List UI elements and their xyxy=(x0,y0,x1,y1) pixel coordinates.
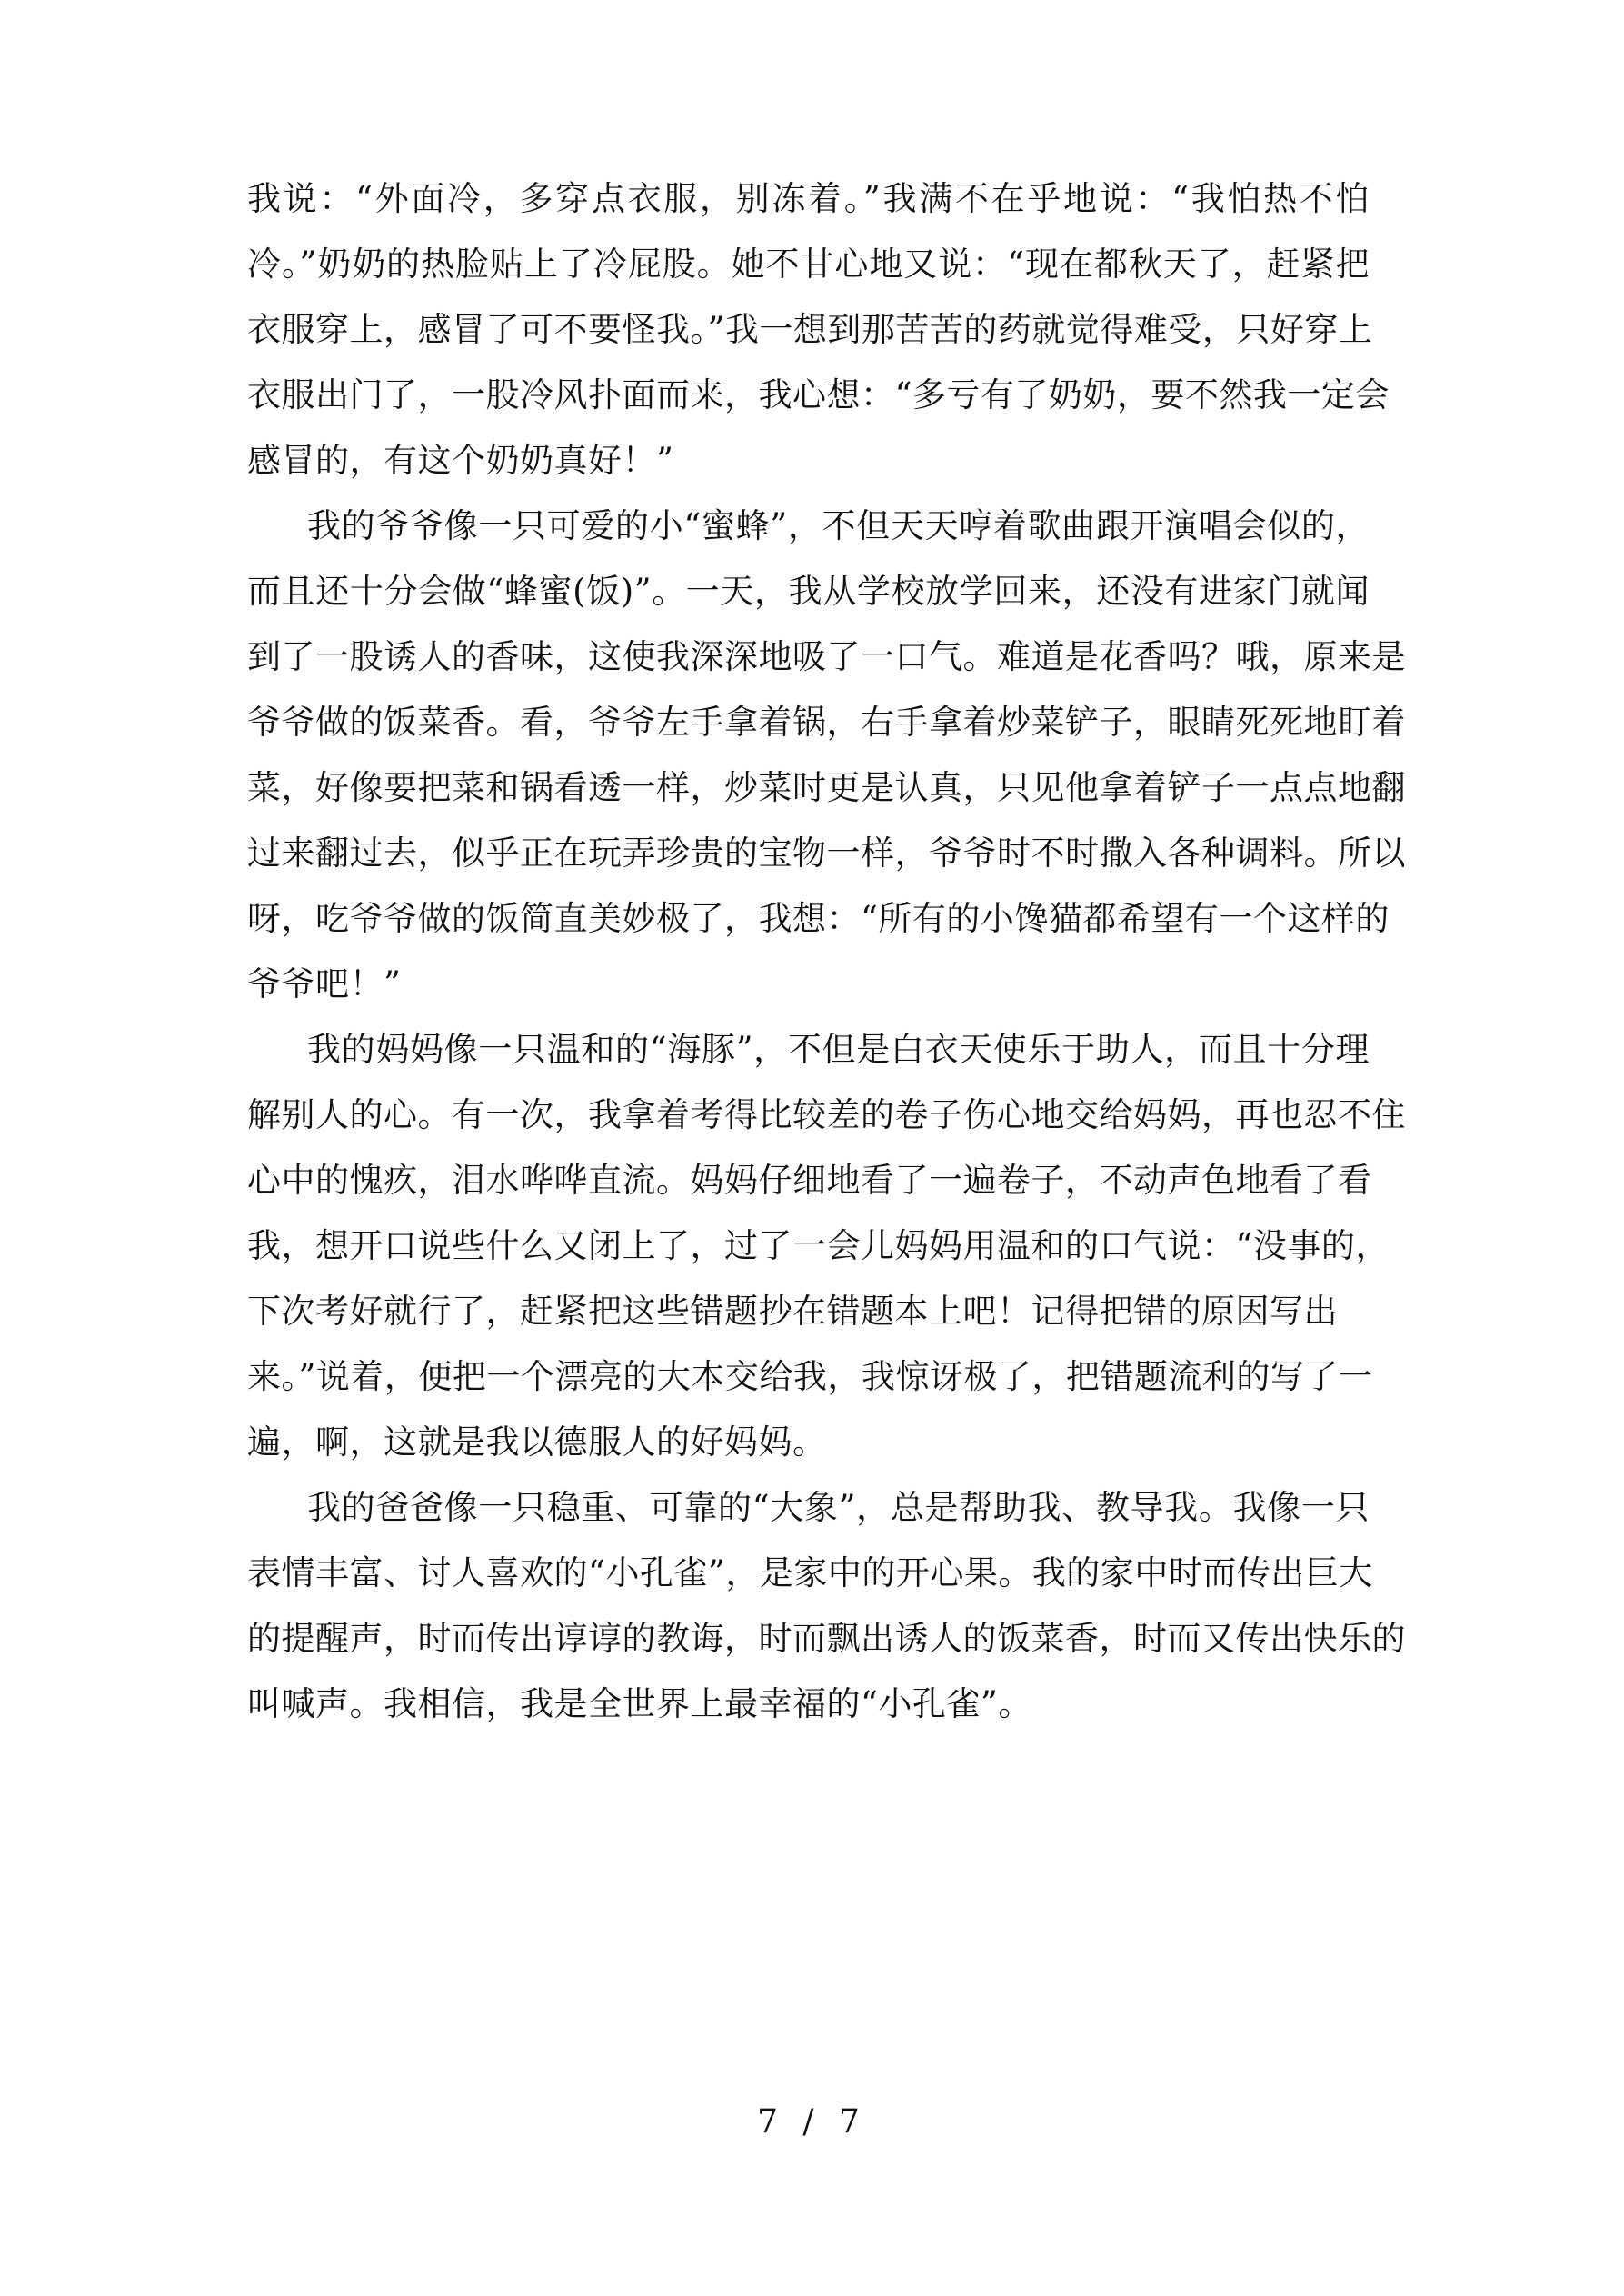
text-line: 我，想开口说些什么又闭上了，过了一会儿妈妈用温和的口气说：“没事的， xyxy=(247,1226,1390,1265)
text-line: 来。”说着，便把一个漂亮的大本交给我，我惊讶极了，把错题流利的写了一 xyxy=(247,1357,1373,1396)
document-body xyxy=(247,166,1406,1737)
text-line: 叫喊声。我相信，我是全世界上最幸福的“小孔雀”。 xyxy=(247,1684,1032,1723)
text-line: 遍，啊，这就是我以德服人的好妈妈。 xyxy=(247,1423,827,1462)
text-line: 我说：“外面冷，多穿点衣服，别冻着。”我满不在乎地说：“我怕热不怕 xyxy=(247,179,1370,218)
text-line: 爷爷吧！” xyxy=(247,964,402,1003)
text-line: 到了一股诱人的香味，这使我深深地吸了一口气。难道是花香吗？哦，原来是 xyxy=(247,637,1406,676)
text-line: 冷。”奶奶的热脸贴上了冷屁股。她不甘心地又说：“现在都秋天了，赶紧把 xyxy=(247,245,1370,284)
paragraph-first-line: 我的爸爸像一只稳重、可靠的“大象”，总是帮助我、教导我。我像一只 xyxy=(307,1488,1370,1527)
text-line: 下次考好就行了，赶紧把这些错题抄在错题本上吧！记得把错的原因写出 xyxy=(247,1292,1338,1331)
paragraph-first-line: 我的妈妈像一只温和的“海豚”，不但是白衣天使乐于助人，而且十分理 xyxy=(307,1030,1370,1069)
text-line: 衣服出门了，一股冷风扑面而来，我心想：“多亏有了奶奶，要不然我一定会 xyxy=(247,375,1390,414)
text-line: 的提醒声，时而传出谆谆的教诲，时而飘出诱人的饭菜香，时而又传出快乐的 xyxy=(247,1619,1406,1658)
text-line: 感冒的，有这个奶奶真好！” xyxy=(247,441,674,480)
text-line: 爷爷做的饭菜香。看，爷爷左手拿着锅，右手拿着炒菜铲子，眼睛死死地盯着 xyxy=(247,703,1406,742)
text-line: 表情丰富、讨人喜欢的“小孔雀”，是家中的开心果。我的家中时而传出巨大 xyxy=(247,1553,1373,1592)
text-line: 心中的愧疚，泪水哗哗直流。妈妈仔细地看了一遍卷子，不动声色地看了看 xyxy=(247,1161,1372,1200)
paragraph-first-line: 我的爷爷像一只可爱的小“蜜蜂”，不但天天哼着歌曲跟开演唱会似的， xyxy=(307,506,1370,545)
text-line: 而且还十分会做“蜂蜜(饭)”。一天，我从学校放学回来，还没有进家门就闻 xyxy=(247,572,1370,611)
text-line: 衣服穿上，感冒了可不要怪我。”我一想到那苦苦的药就觉得难受，只好穿上 xyxy=(247,310,1373,349)
text-line: 解别人的心。有一次，我拿着考得比较差的卷子伤心地交给妈妈，再也忍不住 xyxy=(247,1095,1406,1134)
page-number: 7 / 7 xyxy=(757,2103,867,2141)
text-line: 过来翻过去，似乎正在玩弄珍贵的宝物一样，爷爷时不时撒入各种调料。所以 xyxy=(247,834,1406,873)
text-line: 菜，好像要把菜和锅看透一样，炒菜时更是认真，只见他拿着铲子一点点地翻 xyxy=(247,768,1406,807)
text-line: 呀，吃爷爷做的饭简直美妙极了，我想：“所有的小馋猫都希望有一个这样的 xyxy=(247,899,1390,938)
